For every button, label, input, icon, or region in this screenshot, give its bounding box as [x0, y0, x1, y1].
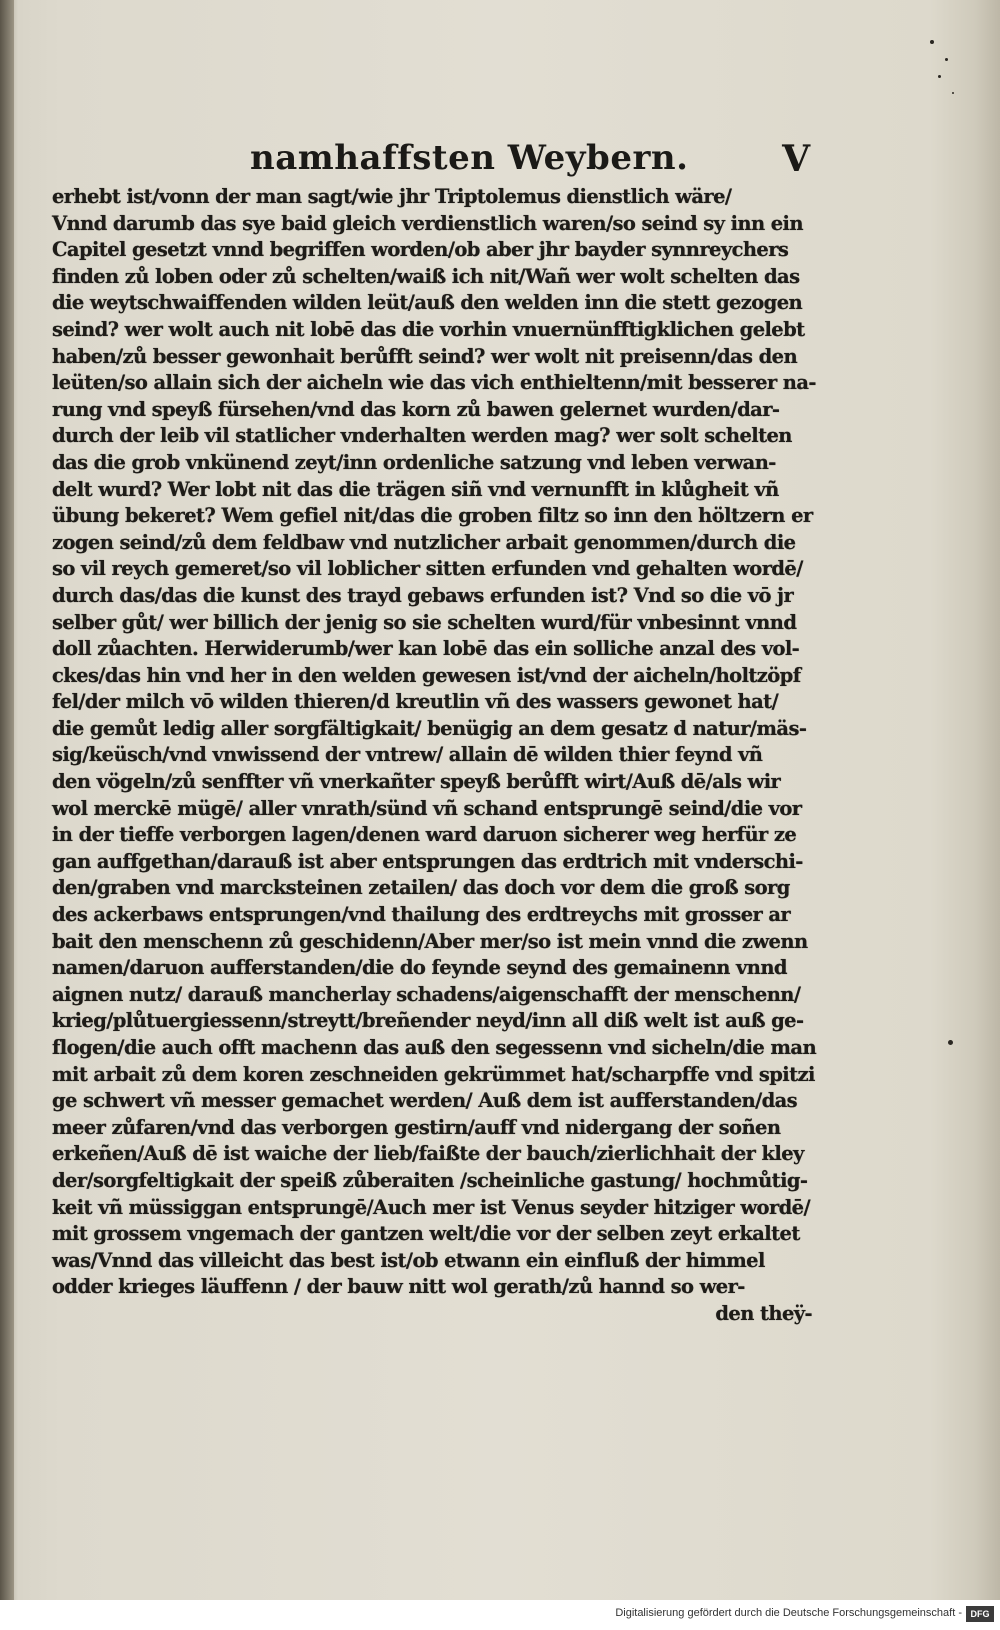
text-line: den vögeln/zů senffter vñ vnerkañter speyß berůfft wirt/Auß dē/als wir: [52, 770, 781, 794]
text-line: in der tieffe verborgen lagen/denen ward daruon sicherer weg herfür ze: [52, 823, 797, 847]
paper-blemish: [948, 1040, 953, 1045]
digitization-footer: [0, 1600, 1000, 1630]
text-line: wol merckē mügē/ aller vnrath/sünd vñ schand entsprungē seind/die vor: [52, 796, 802, 820]
text-line: was/Vnnd das villeicht das best ist/ob etwann ein einfluß der himmel: [52, 1248, 765, 1272]
text-line: die weytschwaiffenden wilden leüt/auß den welden inn die stett gezogen: [52, 291, 803, 315]
paper-blemish: [945, 58, 948, 61]
text-line: erhebt ist/vonn der man sagt/wie jhr Triptolemus dienstlich wäre/: [52, 185, 732, 208]
text-line: delt wurd? Wer lobt nit das die trägen siñ vnd vernunfft in klůgheit vñ: [52, 477, 779, 501]
text-line: das die grob vnkünend zeyt/inn ordenliche satzung vnd leben verwan-: [52, 450, 776, 474]
text-line: Vnnd darumb das sye baid gleich verdienstlich waren/so seind sy inn ein: [52, 211, 803, 235]
text-line: mit grossem vngemach der gantzen welt/die vor der selben zeyt erkaltet: [52, 1222, 800, 1246]
text-line: der/sorgfeltigkait der speiß zůberaiten /scheinliche gastung/ hochmůtig-: [52, 1168, 808, 1192]
text-line: zogen seind/zů dem feldbaw vnd nutzlicher arbait genommen/durch die: [52, 530, 796, 554]
catchword: den theÿ-: [715, 1301, 812, 1325]
text-line: erkeñen/Auß dē ist waiche der lieb/faißte der bauch/zierlichhait der kley: [52, 1142, 804, 1166]
text-line: meer zůfaren/vnd das verborgen gestirn/auff vnd nidergang der soñen: [52, 1115, 781, 1139]
text-line: krieg/plůtuergiessenn/streytt/breñender neyd/inn all diß welt ist auß ge-: [52, 1009, 804, 1033]
text-line: ckes/das hin vnd her in den welden gewesen ist/vnd der aicheln/holtzöpf: [52, 663, 801, 687]
text-line: doll zůachten. Herwiderumb/wer kan lobē das ein solliche anzal des vol-: [52, 637, 800, 661]
text-line: selber gůt/ wer billich der jenig so sie schelten wurd/für vnbesinnt vnnd: [52, 610, 797, 634]
running-title: namhaffsten Weybern.: [250, 138, 689, 178]
text-line: mit arbait zů dem koren zeschneiden gekrümmet hat/scharpffe vnd spitzi: [52, 1062, 815, 1086]
text-line: odder krieges läuffenn / der bauw nitt wol gerath/zů hannd so wer-: [52, 1275, 745, 1299]
text-line: rung vnd speyß fürsehen/vnd das korn zů bawen gelernet wurden/dar-: [52, 397, 780, 421]
funding-credit: Digitalisierung gefördert durch die Deutsche Forschungsgemeinschaft -: [615, 1607, 962, 1619]
text-line: seind? wer wolt auch nit lobē das die vorhin vnuernünfftigklichen gelebt: [52, 317, 805, 341]
paper-blemish: [938, 75, 941, 78]
text-line: des ackerbaws entsprungen/vnd thailung des erdtreychs mit grosser ar: [52, 903, 791, 927]
text-line: Capitel gesetzt vnnd begriffen worden/ob aber jhr bayder synnreychers: [52, 238, 789, 262]
page-gutter-edge: [0, 0, 14, 1600]
text-line: leüten/so allain sich der aicheln wie das vich enthieltenn/mit besserer na-: [52, 371, 816, 395]
text-line: ge schwert vñ messer gemachet werden/ Auß dem ist aufferstanden/das: [52, 1089, 798, 1113]
body-text: [52, 184, 817, 1328]
text-line: aignen nutz/ darauß mancherlay schadens/aigenschafft der menschenn/: [52, 982, 801, 1006]
paper-blemish: [930, 40, 934, 44]
text-line: fel/der milch vō wilden thieren/d kreutlin vñ des wassers gewonet hat/: [52, 690, 779, 714]
text-line: gan auffgethan/darauß ist aber entsprungen das erdtrich mit vnderschi-: [52, 849, 803, 873]
paper-blemish: [952, 92, 954, 94]
dfg-logo: DFG: [966, 1606, 994, 1622]
text-line: durch das/das die kunst des trayd gebaws erfunden ist? Vnd so die vō jr: [52, 583, 794, 607]
text-line: übung bekeret? Wem gefiel nit/das die groben filtz so inn den höltzern er: [52, 504, 813, 528]
text-line: die gemůt ledig aller sorgfältigkait/ benügig an dem gesatz d natur/mäs-: [52, 716, 807, 740]
text-line: sig/keüsch/vnd vnwissend der vntrew/ allain dē wilden thier feynd vñ: [52, 743, 763, 767]
text-line: durch der leib vil statlicher vnderhalten werden mag? wer solt schelten: [52, 424, 792, 448]
text-line: haben/zů besser gewonhait berůfft seind? wer wolt nit preisenn/das den: [52, 344, 798, 368]
text-line: bait den menschenn zů geschidenn/Aber mer/so ist mein vnnd die zwenn: [52, 929, 808, 953]
text-line: finden zů loben oder zů schelten/waiß ich nit/Wañ wer wolt schelten das: [52, 264, 800, 288]
text-line: den/graben vnd marcksteinen zetailen/ das doch vor dem die groß sorg: [52, 876, 790, 900]
text-line: keit vñ müssiggan entsprungē/Auch mer ist Venus seyder hitziger wordē/: [52, 1195, 810, 1219]
running-header: [250, 138, 810, 188]
text-line: namen/daruon aufferstanden/die do feynde seynd des gemainenn vnnd: [52, 956, 787, 980]
text-line: flogen/die auch offt machenn das auß den segessenn vnd sicheln/die man: [52, 1036, 817, 1059]
folio-number: V: [782, 138, 810, 180]
text-line: so vil reych gemeret/so vil loblicher sitten erfunden vnd gehalten wordē/: [52, 557, 803, 581]
